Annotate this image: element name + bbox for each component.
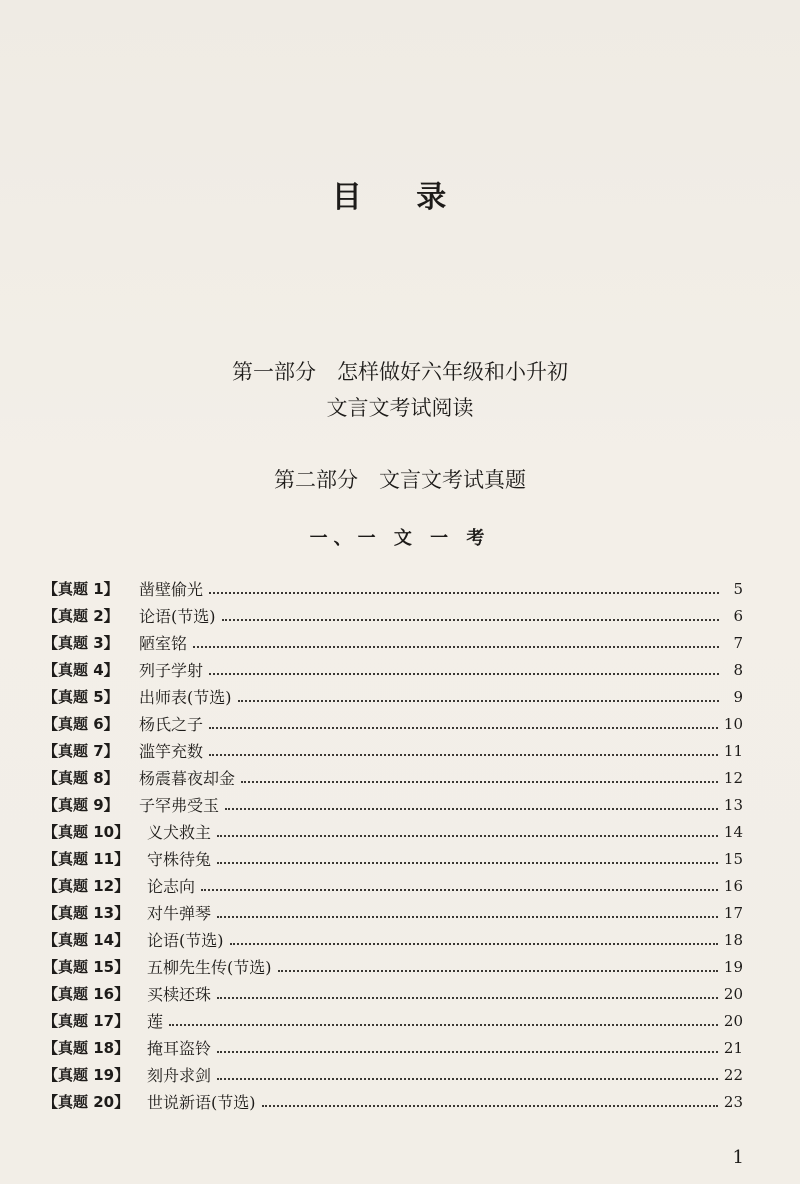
toc-entry [43,953,743,980]
toc-leader-dots [217,861,718,864]
table-of-contents [43,575,743,1115]
toc-entry-page: 13 [723,795,743,814]
toc-entry [43,656,743,683]
toc-entry-title: 杨震暮夜却金 [139,769,236,788]
toc-entry-title: 滥竽充数 [139,742,204,761]
toc-entry-page: 9 [733,687,743,706]
toc-entry-title: 论语(节选) [147,931,224,950]
toc-entry-page: 19 [723,957,743,976]
toc-entry-title: 列子学射 [139,661,204,680]
toc-entry-title: 五柳先生传(节选) [147,958,272,977]
toc-entry-label: 【真题 7】 [43,742,119,760]
toc-entry-title: 凿壁偷光 [139,580,204,599]
toc-leader-dots [230,942,718,945]
toc-leader-dots [201,888,718,891]
toc-leader-dots [209,672,719,675]
toc-entry-label: 【真题 18】 [43,1039,130,1057]
toc-entry-page: 18 [723,930,743,949]
toc-leader-dots [209,753,718,756]
toc-entry-page: 7 [733,633,743,652]
toc-leader-dots [217,834,718,837]
toc-entry-label: 【真题 4】 [43,661,119,679]
toc-leader-dots [193,645,719,648]
toc-entry-page: 15 [723,849,743,868]
toc-entry-title: 刻舟求剑 [147,1066,212,1085]
toc-entry [43,737,743,764]
toc-entry-page: 22 [723,1065,743,1084]
toc-entry-title: 买椟还珠 [147,985,212,1004]
toc-entry-page: 8 [733,660,743,679]
toc-entry-label: 【真题 14】 [43,931,130,949]
part-one-line-1: 第一部分 怎样做好六年级和小升初 [232,360,568,384]
toc-entry-label: 【真题 2】 [43,607,119,625]
page-number: 1 [732,1147,744,1168]
toc-entry-page: 17 [723,903,743,922]
toc-entry-title: 论语(节选) [139,607,216,626]
toc-entry-label: 【真题 17】 [43,1012,130,1030]
toc-entry-label: 【真题 8】 [43,769,119,787]
toc-entry [43,764,743,791]
toc-entry [43,899,743,926]
toc-entry [43,1007,743,1034]
toc-entry [43,818,743,845]
toc-leader-dots [225,807,718,810]
toc-entry [43,575,743,602]
toc-entry [43,980,743,1007]
page-title: 目 录 [331,180,469,215]
toc-leader-dots [169,1023,718,1026]
toc-entry-title: 义犬救主 [147,823,212,842]
toc-leader-dots [209,726,718,729]
toc-entry [43,845,743,872]
section-heading: 一、一 文 一 考 [309,528,491,549]
part-one-heading [0,354,800,426]
toc-entry-page: 12 [723,768,743,787]
toc-entry-label: 【真题 9】 [43,796,119,814]
toc-leader-dots [278,969,718,972]
part-one-line-2: 文言文考试阅读 [326,396,474,420]
toc-entry [43,1088,743,1115]
toc-leader-dots [222,618,720,621]
toc-entry-label: 【真题 11】 [43,850,130,868]
toc-entry-title: 掩耳盗铃 [147,1039,212,1058]
toc-entry-title: 论志向 [147,877,196,896]
toc-entry-label: 【真题 13】 [43,904,130,922]
toc-entry-page: 10 [723,714,743,733]
toc-entry-label: 【真题 5】 [43,688,119,706]
toc-entry-page: 20 [723,1011,743,1030]
toc-entry-title: 世说新语(节选) [147,1093,256,1112]
toc-entry-title: 杨氏之子 [139,715,204,734]
toc-entry [43,791,743,818]
toc-entry-page: 21 [723,1038,743,1057]
toc-leader-dots [262,1104,718,1107]
toc-entry-page: 11 [723,741,743,760]
toc-entry-title: 对牛弹琴 [147,904,212,923]
toc-entry-label: 【真题 6】 [43,715,119,733]
toc-entry-page: 23 [723,1092,743,1111]
toc-leader-dots [241,780,718,783]
toc-entry-label: 【真题 15】 [43,958,130,976]
toc-entry-label: 【真题 16】 [43,985,130,1003]
toc-leader-dots [238,699,720,702]
toc-entry-title: 出师表(节选) [139,688,232,707]
toc-entry-label: 【真题 19】 [43,1066,130,1084]
toc-entry-page: 14 [723,822,743,841]
toc-entry [43,629,743,656]
toc-entry-title: 陋室铭 [139,634,188,653]
toc-leader-dots [217,1077,718,1080]
toc-entry-page: 20 [723,984,743,1003]
toc-entry-title: 守株待兔 [147,850,212,869]
toc-entry [43,1061,743,1088]
part-two-heading: 第二部分 文言文考试真题 [274,468,526,492]
toc-entry-title: 子罕弗受玉 [139,796,220,815]
toc-leader-dots [217,1050,718,1053]
toc-entry [43,683,743,710]
toc-entry-page: 6 [733,606,743,625]
toc-entry [43,710,743,737]
toc-entry [43,602,743,629]
toc-entry [43,926,743,953]
toc-entry-label: 【真题 1】 [43,580,119,598]
toc-entry-label: 【真题 10】 [43,823,130,841]
toc-leader-dots [217,915,718,918]
toc-entry-label: 【真题 3】 [43,634,119,652]
toc-entry-page: 16 [723,876,743,895]
toc-entry-label: 【真题 12】 [43,877,130,895]
toc-entry [43,872,743,899]
toc-entry-page: 5 [733,579,743,598]
toc-leader-dots [217,996,718,999]
toc-leader-dots [209,591,719,594]
toc-entry-label: 【真题 20】 [43,1093,130,1111]
toc-entry-title: 莲 [147,1012,164,1031]
toc-entry [43,1034,743,1061]
